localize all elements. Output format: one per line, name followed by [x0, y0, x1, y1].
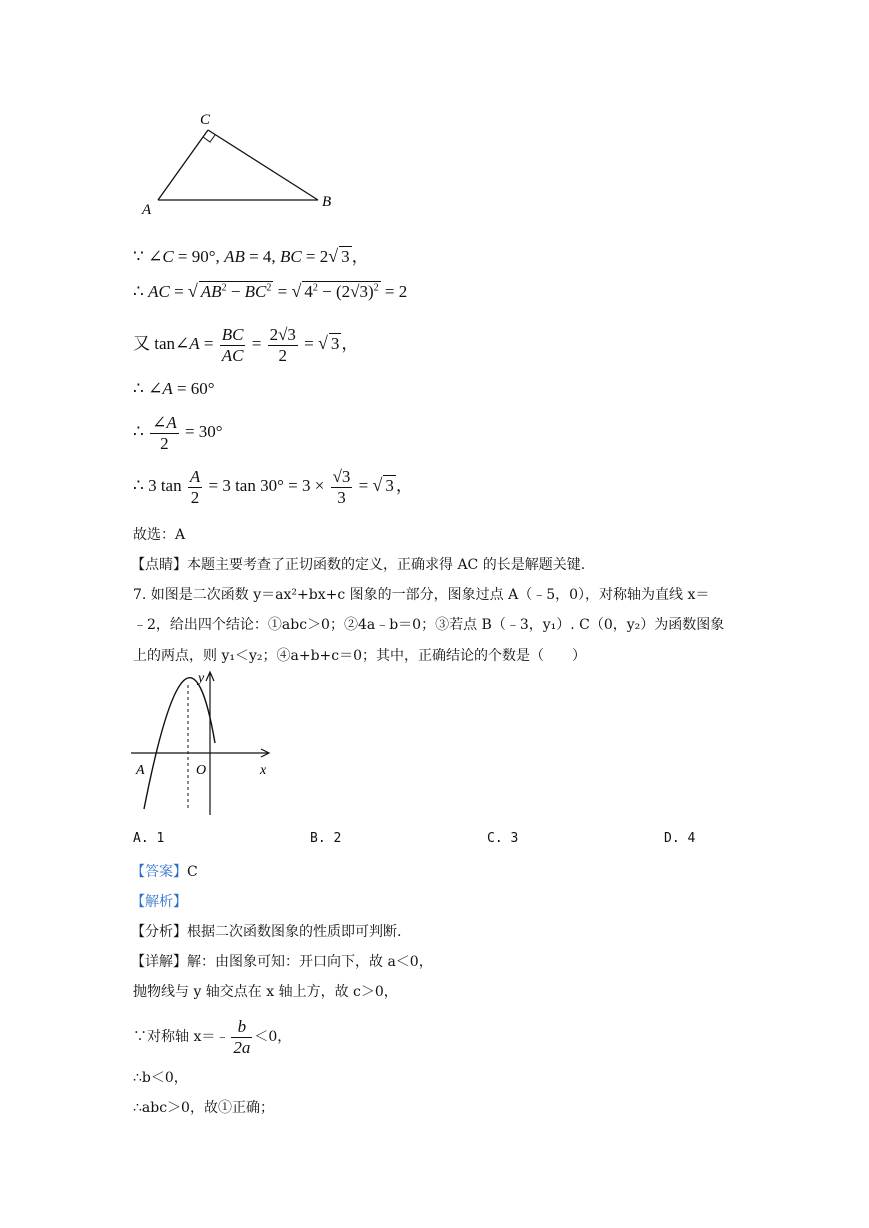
angle-a-line: ∴ ∠A = 60°: [133, 379, 215, 398]
given-line: ∵ ∠C = 90°, AB = 4, BC = 2√ 3 ，: [133, 246, 369, 266]
graph-label-o: O: [196, 763, 207, 778]
line6-comma: ，: [395, 475, 413, 495]
comment-line: [131, 554, 585, 574]
because-symbol: ∵: [133, 247, 144, 266]
parabola-graph: [128, 665, 278, 820]
q7-line2: ﹣2，给出四个结论：①abc＞0；②4a﹣b＝0；③若点 B（﹣3，y₁）. C（0，y₂）为函数图象: [133, 617, 725, 633]
vertex-label-c: C: [200, 112, 211, 128]
option-d: D. 4: [664, 831, 696, 846]
answer-label: 【答案】: [131, 864, 187, 880]
line3-comma: ，: [341, 333, 359, 353]
xiangjie-line: [131, 951, 433, 971]
fenxi-text: 根据二次函数图象的性质即可判断.: [187, 924, 402, 940]
xiangjie-label: 【详解】: [131, 954, 187, 970]
ac-line: ∴ AC = √ $AB^2 - BC^2$ = √ $4^2 - (2√3)^2 = 2$: [133, 281, 408, 301]
tan-line: 又 tan∠A = $\frac{BC}{AC}$ = $\frac{2√3}{2}$ = √ 3 ，: [133, 325, 359, 365]
also-word: 又: [133, 333, 150, 353]
xiangjie-text: 解：由图象可知：开口向下，故 a＜0，: [187, 954, 433, 970]
vertex-label-b: B: [322, 194, 332, 210]
axis-den: 2a: [233, 1037, 251, 1057]
fenxi-label: 【分析】: [131, 924, 187, 940]
fenxi-line: [131, 921, 401, 941]
axis-line: [133, 1017, 291, 1057]
option-a: A. 1: [133, 831, 165, 846]
analysis-label: 【解析】: [131, 894, 187, 910]
axis-suffix: ＜0，: [254, 1029, 292, 1046]
answer-value: C: [187, 864, 198, 880]
graph-label-x: x: [260, 763, 267, 778]
comment-text: 本题主要考查了正切函数的定义，正确求得 AC 的长是解题关键.: [187, 557, 586, 573]
q7-line1: 7. 如图是二次函数 y＝ax²+bx+c 图象的一部分，图象过点 A（﹣5，0），对称轴为直线 x＝: [133, 587, 710, 603]
graph-label-y: y: [198, 671, 205, 686]
result-line: ∴ 3 tan $\frac{A}{2}$ = 3 tan 30° = 3 × $\frac{√3}{3}$ = √ 3 ，: [133, 467, 413, 507]
b-line: ∴b＜0，: [133, 1070, 188, 1086]
line1-comma: ，: [351, 247, 369, 266]
axis-fraction: [231, 1017, 252, 1057]
comment-label: 【点睛】: [131, 557, 187, 573]
option-c: C. 3: [487, 831, 519, 846]
answer-line: [131, 861, 198, 881]
axis-num: b: [231, 1017, 252, 1038]
q7-line3: 上的两点，则 y₁＜y₂；④a+b+c＝0；其中，正确结论的个数是（ ）: [133, 648, 587, 664]
axis-prefix: ∵对称轴 x＝﹣: [133, 1029, 230, 1046]
therefore-symbol: ∴: [133, 282, 144, 301]
para1: 抛物线与 y 轴交点在 x 轴上方，故 c＞0，: [133, 984, 398, 1000]
triangle-figure: [130, 108, 350, 223]
vertex-label-a: A: [142, 202, 152, 218]
choice-line: 故选：A: [133, 527, 186, 543]
graph-label-a: A: [136, 763, 145, 778]
abc-line: ∴abc＞0，故①正确；: [133, 1100, 274, 1116]
option-b: B. 2: [310, 831, 342, 846]
half-angle-line: ∴ $\frac{\angle A}{2}$ = 30°: [133, 413, 223, 453]
